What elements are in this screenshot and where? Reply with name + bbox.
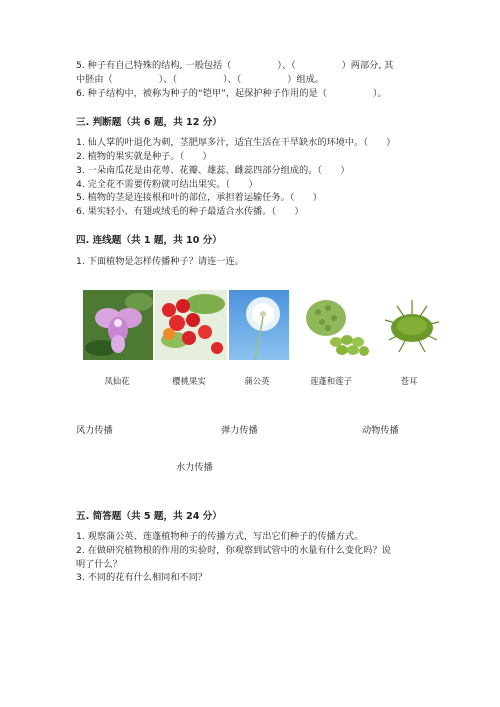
judge-item-3: 3. 一朵南瓜花是由花萼、花瓣、雄蕊、雌蕊四部分组成的。（ ） xyxy=(76,165,350,176)
mode-wind: 风力传播 xyxy=(76,425,113,436)
plant-caption-cocklebur: 苍耳 xyxy=(400,376,418,386)
cherry-fruit-image xyxy=(155,290,227,360)
fill-question-6: 6. 种子结构中，被称为种子的“铠甲”，起保护种子作用的是（ ）。 xyxy=(76,88,387,99)
lotus-pod-and-seeds-image xyxy=(296,290,374,360)
section-3-heading: 三. 判断题（共 6 题，共 12 分） xyxy=(76,117,222,128)
short-answer-1: 1. 观察蒲公英、莲蓬植物种子的传播方式，写出它们种子的传播方式。 xyxy=(76,531,364,542)
mode-water: 水力传播 xyxy=(176,462,213,473)
plant-caption-impatiens: 凤仙花 xyxy=(104,376,130,386)
matching-question: 1. 下面植物是怎样传播种子？请连一连。 xyxy=(76,256,244,267)
impatiens-flower-image xyxy=(83,290,153,360)
fill-question-5-line-2: 中胚由（ ）、（ ）、（ ）组成。 xyxy=(76,74,325,85)
judge-item-5: 5. 植物的茎是连接根和叶的部位，承担着运输任务。（ ） xyxy=(76,192,322,203)
short-answer-3: 3. 不同的花有什么相同和不同？ xyxy=(76,572,208,583)
short-answer-2-line-2: 明了什么？ xyxy=(76,559,122,570)
dandelion-image xyxy=(229,290,289,360)
mode-animal: 动物传播 xyxy=(362,425,399,436)
cocklebur-image xyxy=(383,290,441,360)
section-4-heading: 四. 连线题（共 1 题，共 10 分） xyxy=(76,235,222,246)
judge-item-1: 1. 仙人掌的叶退化为刺，茎肥厚多汁，适宜生活在干旱缺水的环境中。（ ） xyxy=(76,137,396,148)
mode-ejection: 弹力传播 xyxy=(221,425,258,436)
plant-caption-dandelion: 蒲公英 xyxy=(244,376,270,386)
short-answer-2-line-1: 2. 在做研究植物根的作用的实验时，你观察到试管中的水量有什么变化吗？说 xyxy=(76,545,391,556)
judge-item-4: 4. 完全花不需要传粉就可结出果实。（ ） xyxy=(76,179,258,190)
plant-caption-lotus: 莲蓬和莲子 xyxy=(310,376,352,386)
section-5-heading: 五. 简答题（共 5 题，共 24 分） xyxy=(76,511,222,522)
plant-caption-cherry: 樱桃果实 xyxy=(172,376,206,386)
judge-item-6: 6. 果实轻小、有翅或绒毛的种子最适合水传播。（ ） xyxy=(76,206,304,217)
fill-question-5-line-1: 5. 种子有自己特殊的结构, 一般包括（ ）、（ ）两部分, 其 xyxy=(76,60,394,71)
judge-item-2: 2. 植物的果实就是种子。（ ） xyxy=(76,151,212,162)
